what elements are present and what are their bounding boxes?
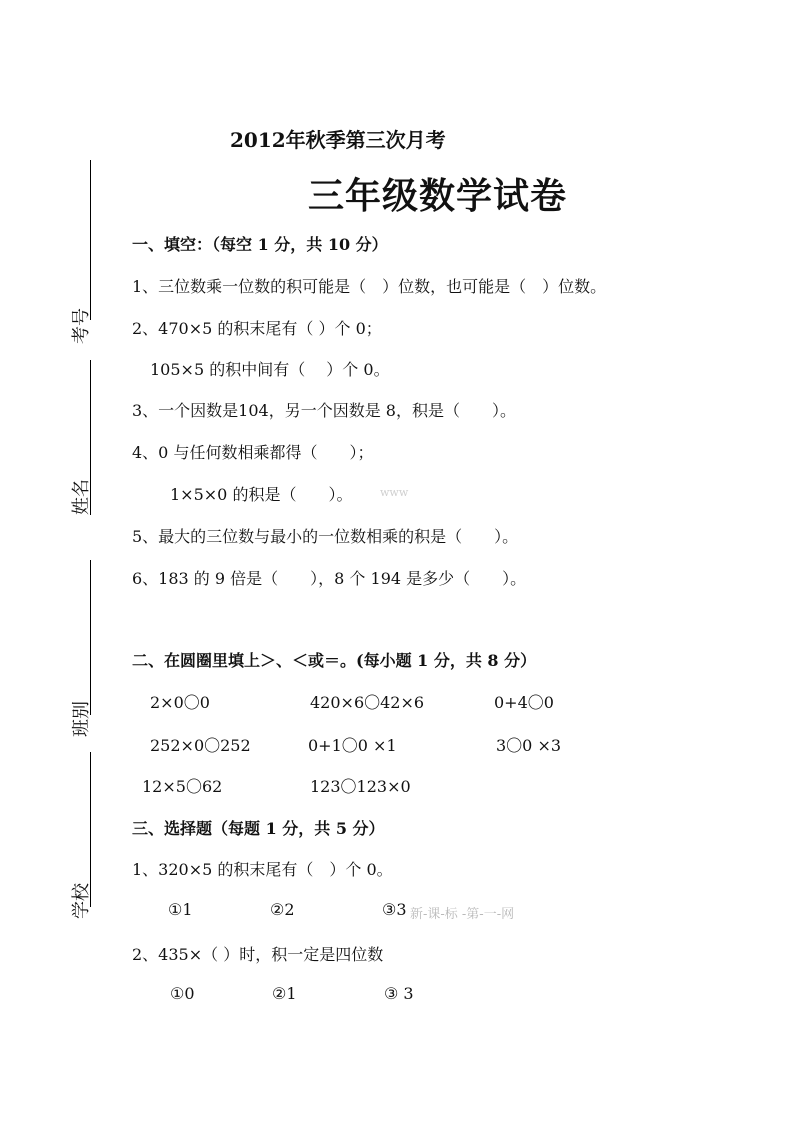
question-1-5: 5、最大的三位数与最小的一位数相乘的积是（ ）。 xyxy=(132,527,519,546)
choice-question-2: 2、435×（ ）时，积一定是四位数 xyxy=(132,945,384,964)
faint-watermark-mark: www xyxy=(380,486,409,499)
binding-line-3 xyxy=(90,560,91,715)
q1-option-2: ②2 xyxy=(270,900,295,919)
binding-line-1 xyxy=(90,160,91,320)
q2-option-1: ①0 xyxy=(170,984,195,1003)
question-1-3: 3、一个因数是104，另一个因数是 8，积是（ ）。 xyxy=(132,401,516,420)
choice-question-1: 1、320×5 的积末尾有（ ）个 0。 xyxy=(132,860,393,879)
question-1-6: 6、183 的 9 倍是（ ），8 个 194 是多少（ ）。 xyxy=(132,569,527,588)
q2-option-2: ②1 xyxy=(272,984,297,1003)
page-title: 三年级数学试卷 xyxy=(308,175,568,217)
compare-item-7: 12×5〇62 xyxy=(142,777,223,796)
sidebar-label-school: 学校 xyxy=(71,883,92,919)
section3-heading: 三、选择题（每题 1 分，共 5 分） xyxy=(132,819,385,838)
section1-heading: 一、填空：（每空 1 分，共 10 分） xyxy=(132,235,388,254)
sidebar-label-exam-number: 考号 xyxy=(71,308,92,344)
question-1-2b: 105×5 的积中间有（ ）个 0。 xyxy=(150,360,390,379)
site-watermark: 新-课-标 -第-一-网 xyxy=(410,907,515,922)
compare-item-6: 3〇0 ×3 xyxy=(496,736,562,755)
sidebar-label-class: 班别 xyxy=(71,701,92,737)
question-1-1: 1、三位数乘一位数的积可能是（ ）位数，也可能是（ ）位数。 xyxy=(132,277,607,296)
question-1-2: 2、470×5 的积末尾有（ ）个 0； xyxy=(132,319,382,338)
section2-heading: 二、在圆圈里填上＞、＜或＝。(每小题 1 分，共 8 分） xyxy=(132,651,537,670)
compare-item-2: 420×6〇42×6 xyxy=(310,693,425,712)
compare-item-5: 0+1〇0 ×1 xyxy=(308,736,397,755)
compare-item-1: 2×0〇0 xyxy=(150,693,210,712)
exam-subtitle: 2012年秋季第三次月考 xyxy=(230,128,446,152)
sidebar-label-name: 姓名 xyxy=(71,479,92,515)
question-1-4: 4、0 与任何数相乘都得（ ）； xyxy=(132,443,374,462)
question-1-4b: 1×5×0 的积是（ ）。 xyxy=(170,485,353,504)
q1-option-1: ①1 xyxy=(168,900,193,919)
q2-option-3: ③ 3 xyxy=(384,984,414,1003)
compare-item-8: 123〇123×0 xyxy=(310,777,411,796)
compare-item-4: 252×0〇252 xyxy=(150,736,251,755)
q1-option-3: ③3 xyxy=(382,900,407,919)
compare-item-3: 0+4〇0 xyxy=(494,693,554,712)
